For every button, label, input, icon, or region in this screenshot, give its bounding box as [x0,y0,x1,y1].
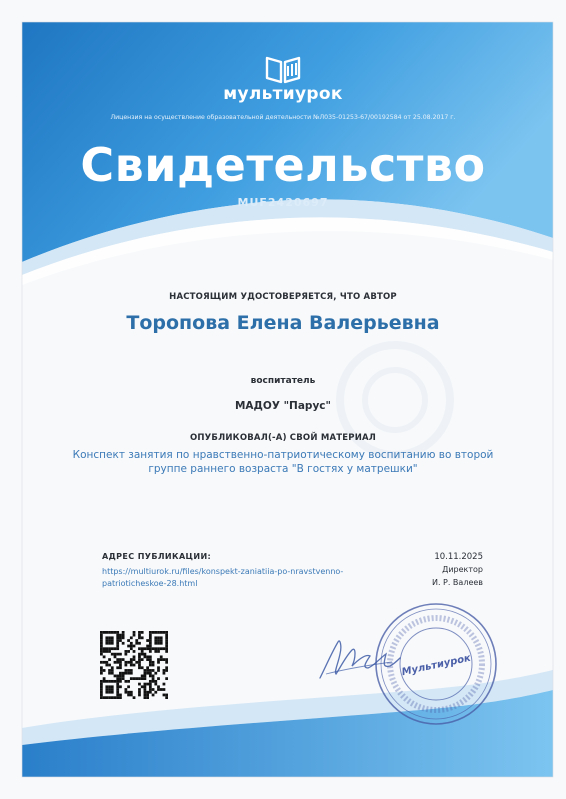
brand-logo-text: мультиурок [223,84,343,104]
stamp-label: Мультиурок [400,652,472,679]
signer-name: И. Р. Валеев [431,578,483,587]
signer-role: Директор [442,565,483,574]
signature [312,628,402,688]
author-name: Торопова Елена Валерьевна [126,312,440,334]
book-logo-icon [262,54,304,84]
author-organization: МАДОУ "Парус" [234,400,331,412]
published-label: ОПУБЛИКОВАЛ(-А) СВОЙ МАТЕРИАЛ [189,433,377,443]
intro-text: НАСТОЯЩИМ УДОСТОВЕРЯЕТСЯ, ЧТО АВТОР [169,292,397,302]
issue-date: 10.11.2025 [434,552,483,562]
certificate-number: MUF2420697 [237,196,329,209]
license-text: Лицензия на осуществление образовательной деятельности №Л035-01253-67/00192584 от 25.08.2017 г. [110,114,456,121]
material-title: Конспект занятия по нравственно-патриотическому воспитанию во второй группе раннего возраста "В гостях у матрешки" [72,449,494,475]
qr-code [100,631,168,699]
author-position: воспитатель [250,376,316,386]
address-link[interactable]: https://multiurok.ru/files/konspekt-zaniatiia-po-nravstvenno-patrioticheskoe-28.html [102,567,344,588]
certificate-title: Свидетельство [80,138,486,192]
address-label: АДРЕС ПУБЛИКАЦИИ: [102,552,212,561]
